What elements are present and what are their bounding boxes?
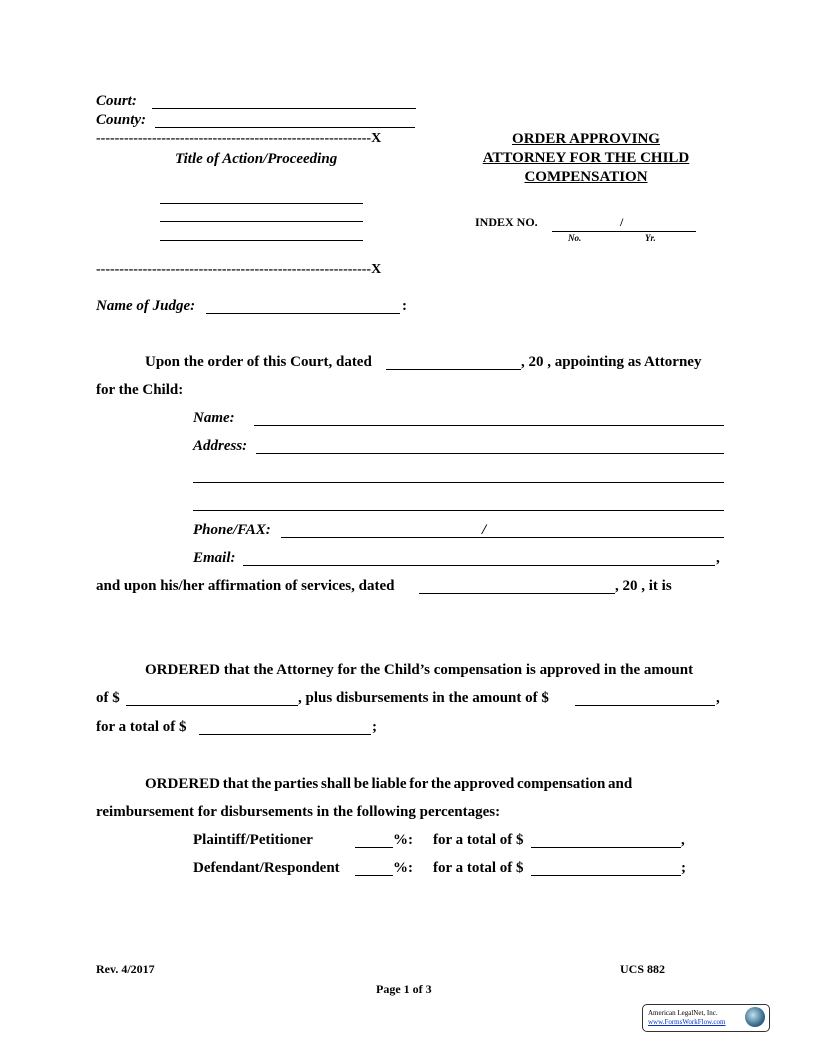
name-field[interactable]: [254, 425, 724, 426]
affirmation-date-field[interactable]: [419, 593, 615, 594]
ordered1-text-e: for a total of $: [96, 719, 187, 735]
total-amount-field[interactable]: [199, 734, 371, 735]
percent-field[interactable]: [355, 847, 393, 848]
ordered1-text-a: ORDERED that the Attorney for the Child’s compensation is approved in the amount: [145, 662, 694, 678]
caption-divider-bottom: -----------------------------------------------------------X: [96, 262, 382, 277]
row-end: ,: [681, 832, 685, 848]
total-label: for a total of $: [433, 860, 524, 876]
compensation-amount-field[interactable]: [126, 705, 298, 706]
phone-fax-slash: /: [482, 522, 487, 538]
judge-field[interactable]: [206, 313, 400, 314]
email-field[interactable]: [243, 565, 715, 566]
address-field-2[interactable]: [193, 482, 724, 483]
party-line-3[interactable]: [160, 240, 363, 241]
percent-sign: %:: [393, 832, 413, 848]
party-label: Plaintiff/Petitioner: [193, 832, 313, 848]
revision-label: Rev. 4/2017: [96, 962, 155, 976]
para1-text-b: , 20 , appointing as Attorney: [521, 354, 702, 370]
address-field-3[interactable]: [193, 510, 724, 511]
party-total-field[interactable]: [531, 847, 681, 848]
ordered2-text-a: ORDERED that the parties shall be liable for the approved compensation and: [145, 776, 633, 792]
caption-divider-top: -----------------------------------------------------------X: [96, 131, 382, 146]
ordered1-text-f: ;: [372, 719, 377, 735]
address-label: Address:: [193, 438, 248, 454]
party-total-field[interactable]: [531, 875, 681, 876]
court-label: Court:: [96, 93, 137, 109]
american-legalnet-logo[interactable]: [642, 1004, 770, 1032]
para1-text-a: Upon the order of this Court, dated: [145, 354, 372, 370]
court-field[interactable]: [152, 108, 416, 109]
index-slash: /: [620, 215, 624, 229]
index-no-caption: No.: [568, 233, 582, 243]
form-number: UCS 882: [620, 962, 666, 976]
county-field[interactable]: [155, 127, 415, 128]
order-title-line: ORDER APPROVING: [512, 131, 660, 147]
ordered1-text-c: , plus disbursements in the amount of $: [298, 690, 549, 706]
order-title: [470, 130, 702, 187]
total-label: for a total of $: [433, 832, 524, 848]
ordered1-text-b: of $: [96, 690, 120, 706]
email-comma: ,: [716, 550, 720, 566]
affirmation-text-a: and upon his/her affirmation of services, dated: [96, 578, 395, 594]
page-number: Page 1 of 3: [376, 982, 432, 996]
party-line-2[interactable]: [160, 221, 363, 222]
logo-link[interactable]: www.FormsWorkFlow.com: [648, 1018, 726, 1026]
judge-colon: :: [402, 298, 407, 314]
percent-field[interactable]: [355, 875, 393, 876]
address-field-1[interactable]: [256, 453, 724, 454]
county-label: County:: [96, 112, 147, 128]
name-label: Name:: [193, 410, 235, 426]
order-title-line: COMPENSATION: [524, 169, 648, 185]
disbursements-amount-field[interactable]: [575, 705, 715, 706]
para1-text-c: for the Child:: [96, 382, 184, 398]
percent-sign: %:: [393, 860, 413, 876]
judge-label: Name of Judge:: [96, 298, 196, 314]
phone-fax-label: Phone/FAX:: [193, 522, 271, 538]
ordered2-text-b: reimbursement for disbursements in the following percentages:: [96, 804, 501, 820]
title-of-action-label: Title of Action/Proceeding: [175, 151, 338, 167]
ordered1-text-d: ,: [716, 690, 720, 706]
email-label: Email:: [193, 550, 236, 566]
logo-company: American LegalNet, Inc.: [648, 1009, 718, 1017]
row-end: ;: [681, 860, 686, 876]
party-label: Defendant/Respondent: [193, 860, 340, 876]
index-yr-caption: Yr.: [645, 233, 656, 243]
phone-fax-field[interactable]: [281, 537, 724, 538]
affirmation-text-b: , 20 , it is: [615, 578, 672, 594]
index-no-label: INDEX NO.: [475, 215, 538, 229]
order-date-field[interactable]: [386, 369, 521, 370]
globe-icon: [745, 1007, 765, 1027]
order-title-line: ATTORNEY FOR THE CHILD: [482, 150, 690, 166]
party-line-1[interactable]: [160, 203, 363, 204]
index-no-field[interactable]: [552, 231, 696, 232]
